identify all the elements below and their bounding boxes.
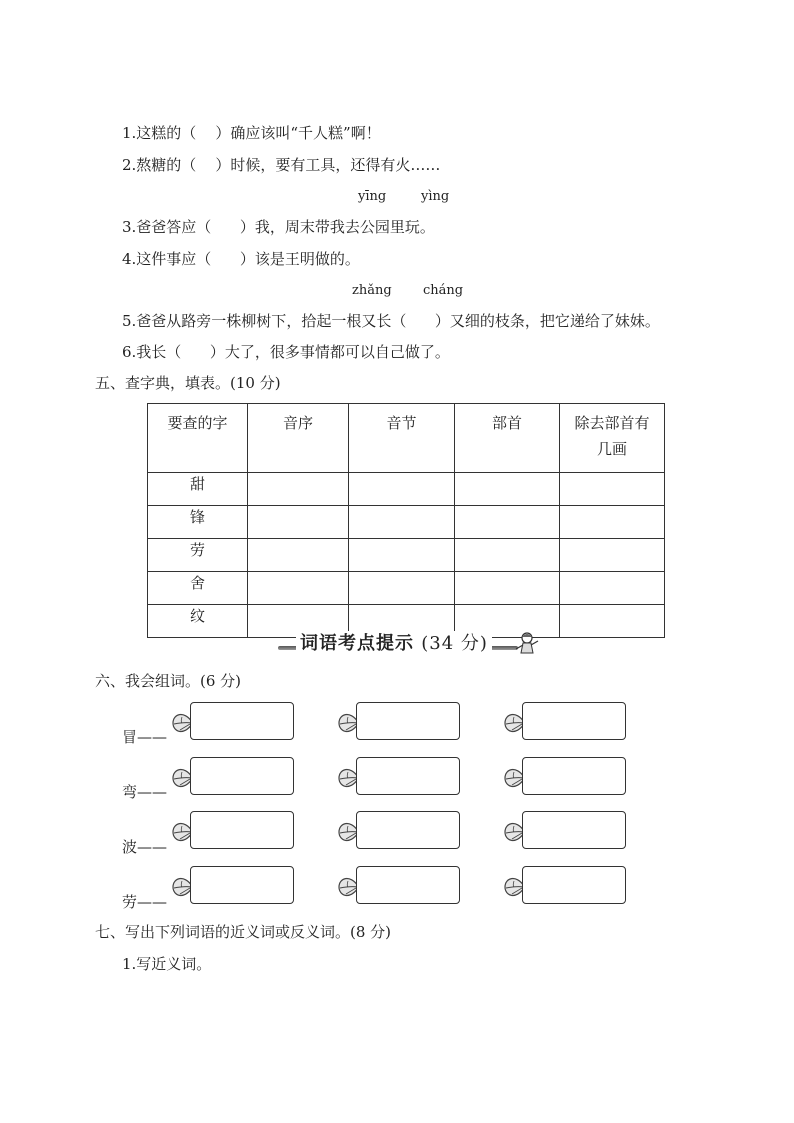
sentence-1: 1.这糕的（ ）确应该叫“千人糕”啊！ [122,124,381,142]
answer-cell[interactable] [455,572,560,605]
word-label-wan: 弯—— [122,783,168,801]
answer-cell[interactable] [248,506,349,539]
word-answer-box[interactable] [190,811,294,849]
header-bushou: 部首 [455,404,560,473]
section7-title: 七、写出下列词语的近义词或反义词。(8 分) [95,923,392,941]
sentence-4: 4.这件事应（ ）该是王明做的。 [122,250,360,268]
answer-cell[interactable] [349,473,455,506]
sentence-3: 3.爸爸答应（ ）我，周末带我去公园里玩。 [122,218,435,236]
table-row [148,539,665,572]
table-row [148,506,665,539]
answer-cell[interactable] [560,605,665,638]
answer-cell[interactable] [455,539,560,572]
pinyin-chang: cháng [423,283,464,298]
row-char: 锋 [148,506,248,539]
word-answer-box[interactable] [190,757,294,795]
word-answer-box[interactable] [190,702,294,740]
word-answer-box[interactable] [522,866,626,904]
header-yinjie: 音节 [349,404,455,473]
row-char: 劳 [148,539,248,572]
answer-cell[interactable] [349,572,455,605]
dictionary-table [147,403,665,638]
banner-title-text: 词语考点提示 [300,633,414,654]
word-label-mao: 冒—— [122,728,168,746]
section6-title: 六、我会组词。(6 分) [95,672,242,690]
header-char: 要查的字 [148,404,248,473]
sentence-5: 5.爸爸从路旁一株柳树下，拾起一根又长（ ）又细的枝条，把它递给了妹妹。 [122,312,660,330]
answer-cell[interactable] [560,506,665,539]
header-yinxu: 音序 [248,404,349,473]
sentence-6: 6.我长（ ）大了，很多事情都可以自己做了。 [122,343,450,361]
word-answer-box[interactable] [356,811,460,849]
word-label-bo: 波—— [122,838,168,856]
answer-cell[interactable] [349,506,455,539]
answer-cell[interactable] [248,539,349,572]
answer-cell[interactable] [248,572,349,605]
row-char: 舍 [148,572,248,605]
answer-cell[interactable] [455,473,560,506]
row-char: 甜 [148,473,248,506]
header-strokes-line2: 几画 [596,440,627,458]
section7-sub1: 1.写近义词。 [122,955,212,973]
pinyin-zhang: zhǎng [352,283,392,298]
word-label-lao: 劳—— [122,893,168,911]
banner-score: (34 分) [421,633,488,654]
answer-cell[interactable] [248,473,349,506]
answer-cell[interactable] [560,539,665,572]
table-row [148,572,665,605]
word-answer-box[interactable] [522,702,626,740]
answer-cell[interactable] [560,572,665,605]
answer-cell[interactable] [349,539,455,572]
word-answer-box[interactable] [522,811,626,849]
word-answer-box[interactable] [356,702,460,740]
pinyin-ying-1: yīng [358,189,387,204]
sentence-2: 2.熬糖的（ ）时候，要有工具，还得有火…… [122,156,441,174]
answer-cell[interactable] [560,473,665,506]
table-row [148,473,665,506]
section5-title: 五、查字典，填表。(10 分) [95,374,281,392]
header-strokes-line1: 除去部首有 [574,414,650,432]
row-char: 纹 [148,605,248,638]
mascot-icon [514,631,540,657]
header-strokes [560,404,665,473]
word-answer-box[interactable] [190,866,294,904]
section-banner [278,631,540,657]
word-answer-box[interactable] [356,757,460,795]
word-answer-box[interactable] [356,866,460,904]
pinyin-ying-2: yìng [421,189,450,204]
answer-cell[interactable] [455,506,560,539]
banner-title [296,631,492,657]
word-answer-box[interactable] [522,757,626,795]
